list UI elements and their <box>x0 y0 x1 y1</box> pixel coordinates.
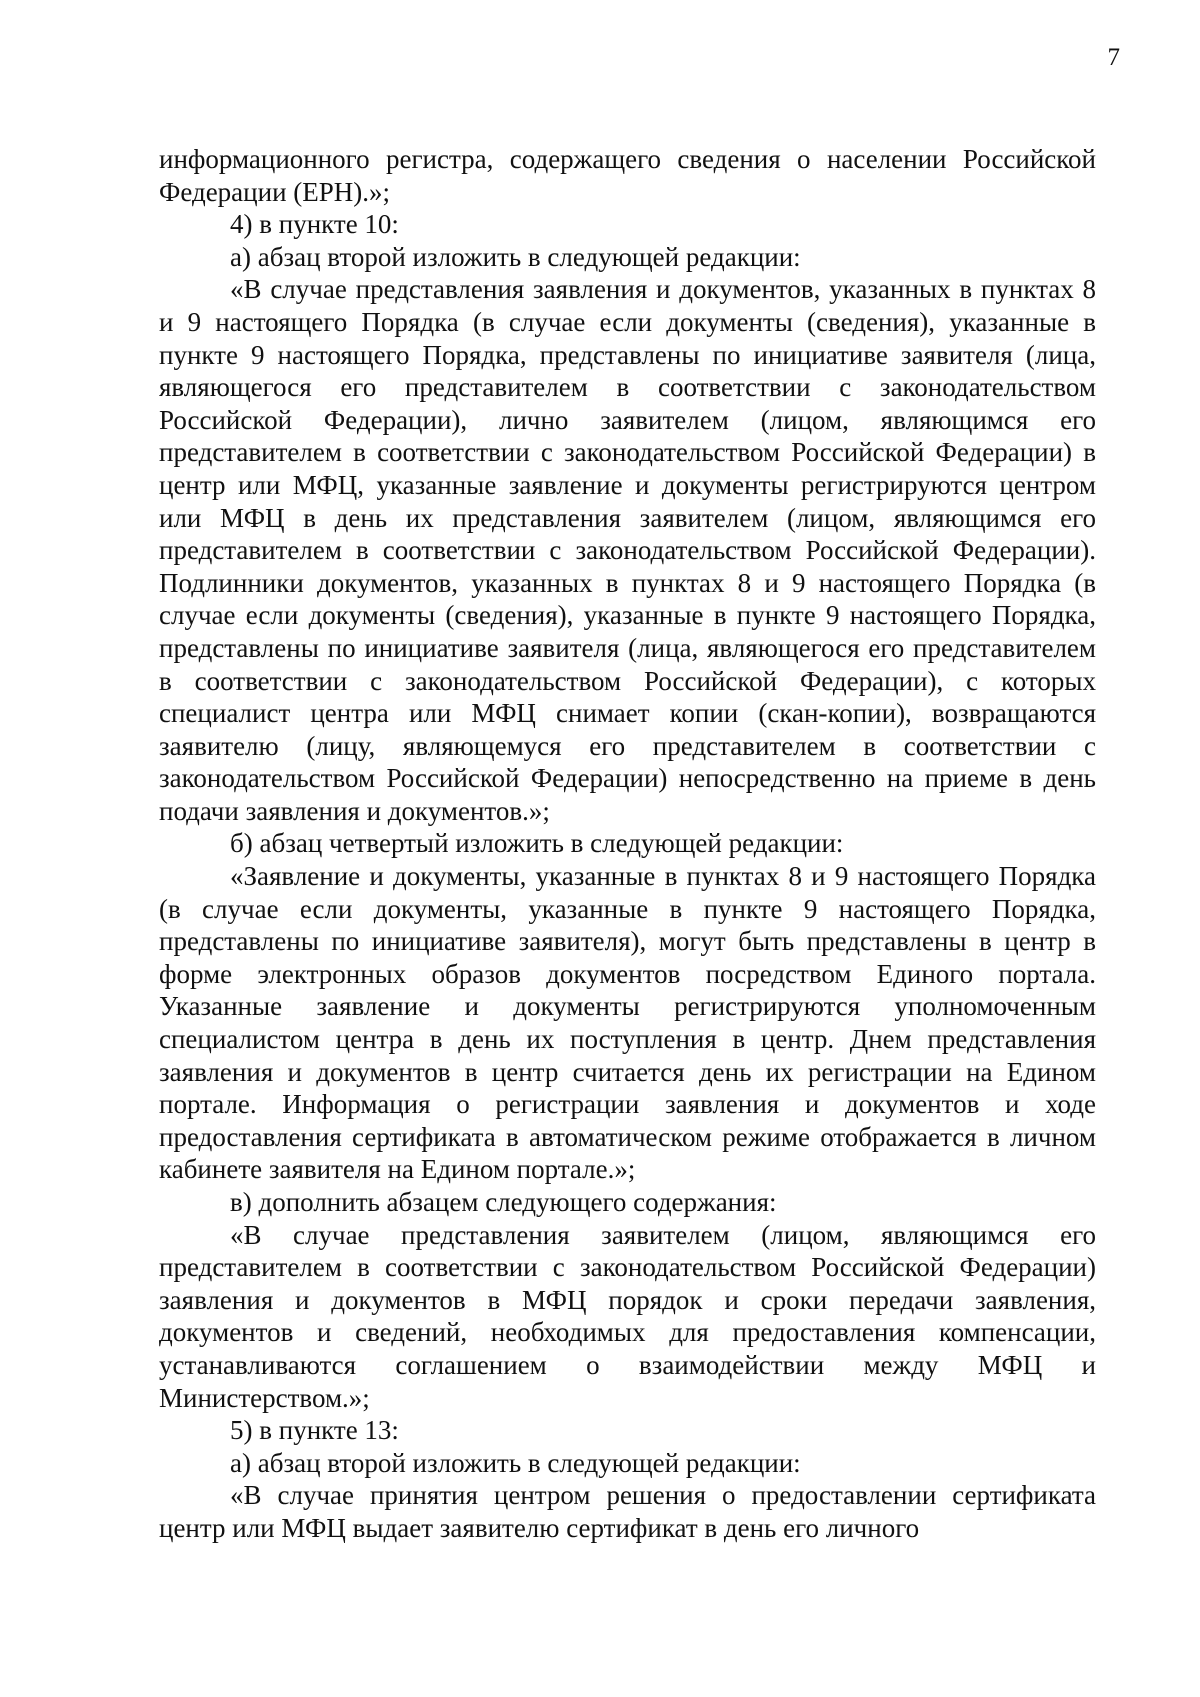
paragraph-continuation: информационного регистра, содержащего сведения о населении Российской Федерации (ЕРН).»; <box>159 144 1096 207</box>
paragraph-quote-4: «В случае принятия центром решения о предоставлении сертификата центр или МФЦ выдает заявителю сертификат в день его личного <box>159 1480 1096 1543</box>
paragraph-subitem-a: а) абзац второй изложить в следующей редакции: <box>230 241 801 272</box>
paragraph-quote-3: «В случае представления заявителем (лицом, являющимся его представителем в соответствии с законодательством Российской Федерации) заявления и документов в МФЦ порядок и сроки передачи заявления, документов и сведений, необходимых для предоставления компенсации, устанавливаются соглашением о взаимодействии между МФЦ и Министерством.»; <box>159 1219 1096 1413</box>
paragraph-quote-2: «Заявление и документы, указанные в пунктах 8 и 9 настоящего Порядка (в случае если документы, указанные в пункте 9 настоящего Порядка, представлены по инициативе заявителя), могут быть представлены в центр в форме электронных образов документов посредством Единого портала. Указанные заявление и документы регистрируются уполномоченным специалистом центра в день их поступления в центр. Днем представления заявления и документов в центр считается день их регистрации на Едином портале. Информация о регистрации заявления и документов и ходе предоставления сертификата в автоматическом режиме отображается в личном кабинете заявителя на Едином портале.»; <box>159 861 1096 1185</box>
paragraph-subitem-a-2: а) абзац второй изложить в следующей редакции: <box>230 1447 801 1478</box>
page-number: 7 <box>1107 44 1120 71</box>
paragraph-item-4: 4) в пункте 10: <box>230 209 399 240</box>
document-body <box>159 143 1096 1545</box>
paragraph-quote-1: «В случае представления заявления и документов, указанных в пунктах 8 и 9 настоящего Порядка (в случае если документы (сведения), указанные в пункте 9 настоящего Порядка, представлены по инициативе заявителя (лица, являющегося его представителем в соответствии с законодательством Российской Федерации), лично заявителем (лицом, являющимся его представителем в соответствии с законодательством Российской Федерации) в центр или МФЦ, указанные заявление и документы регистрируются центром или МФЦ в день их представления заявителем (лицом, являющимся его представителем в соответствии с законодательством Российской Федерации). Подлинники документов, указанных в пунктах 8 и 9 настоящего Порядка (в случае если документы (сведения), указанные в пункте 9 настоящего Порядка, представлены по инициативе заявителя (лица, являющегося его представителем в соответствии с законодательством Российской Федерации), с которых специалист центра или МФЦ снимает копии (скан-копии), возвращаются заявителю (лицу, являющемуся его представителем в соответствии с законодательством Российской Федерации) непосредственно на приеме в день подачи заявления и документов.»; <box>159 274 1096 826</box>
paragraph-subitem-v: в) дополнить абзацем следующего содержания: <box>230 1187 777 1217</box>
paragraph-item-5: 5) в пункте 13: <box>230 1415 399 1446</box>
paragraph-subitem-b: б) абзац четвертый изложить в следующей редакции: <box>230 828 844 859</box>
